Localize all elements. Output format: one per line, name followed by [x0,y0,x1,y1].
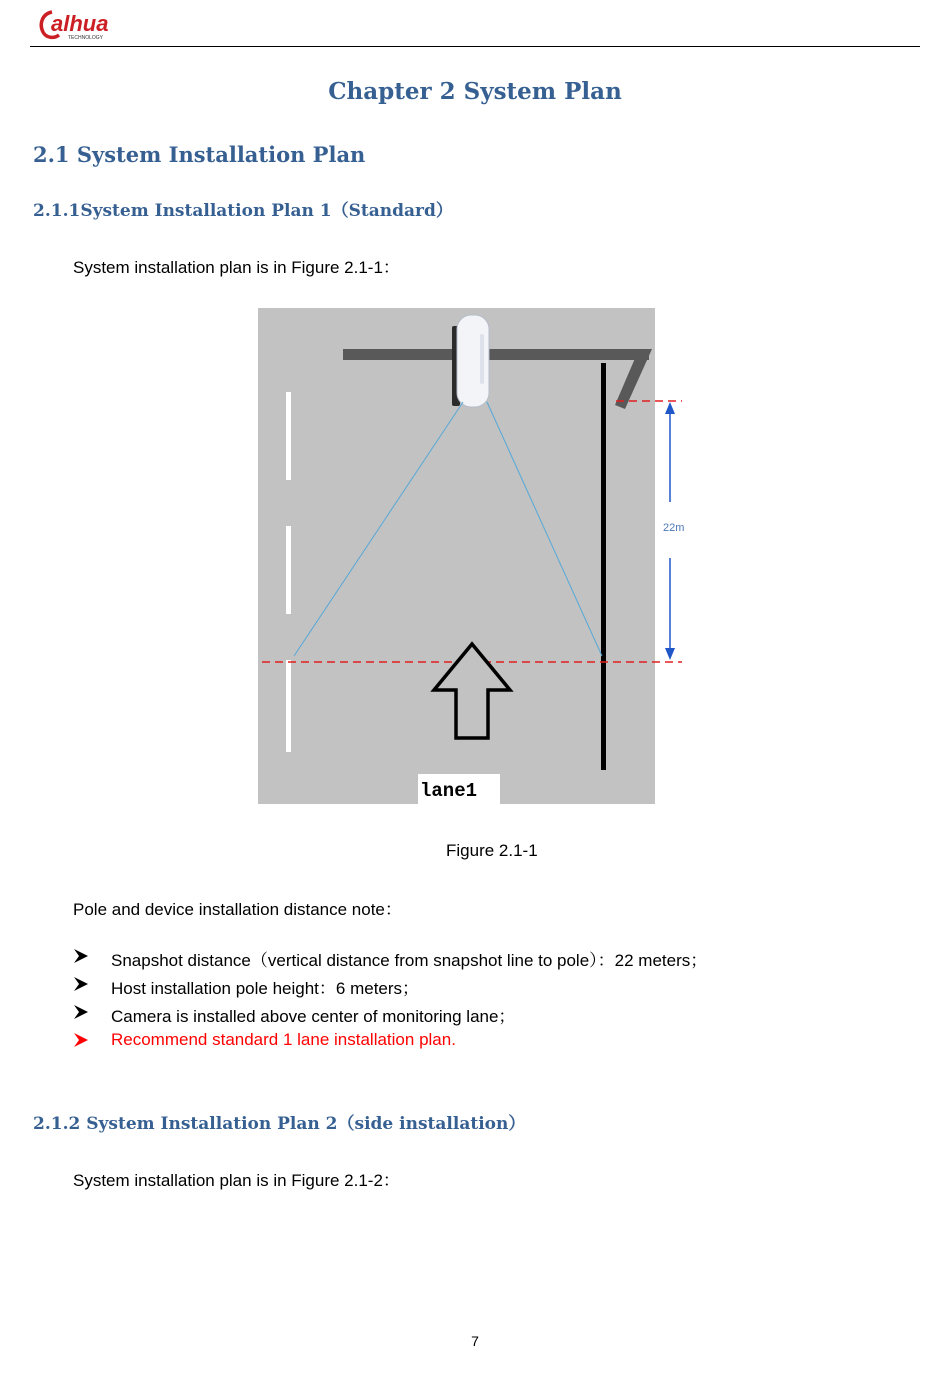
figure-caption: Figure 2.1-1 [446,841,538,860]
gantry-arm [343,349,649,360]
dahua-logo [38,8,148,42]
camera-icon [452,315,489,407]
pole [601,363,606,770]
distance-arrowhead-up [665,402,675,414]
installation-diagram [256,306,696,806]
figure-intro-1: System installation plan is in Figure 2.1-1： [73,258,400,277]
bullet-arrow-icon [73,976,89,992]
subsection-1-title: 2.1.1System Installation Plan 1（Standard） [33,201,453,221]
lane-label: lane1 [420,780,478,802]
lane-dash [286,526,291,614]
header-rule [30,46,920,47]
subsection-2-title: 2.1.2 System Installation Plan 2（side installation） [33,1114,526,1134]
bullet-arrow-icon [73,1004,89,1020]
figure-intro-2: System installation plan is in Figure 2.1-2： [73,1171,400,1190]
chapter-title: Chapter 2 System Plan [328,78,622,105]
svg-text:TECHNOLOGY: TECHNOLOGY [68,35,104,41]
lane-dash [286,392,291,480]
distance-label: 22m [663,522,685,534]
bullet-arrow-icon [73,1032,89,1048]
distance-arrowhead-down [665,648,675,660]
svg-text:alhua: alhua [51,11,109,36]
note-title: Pole and device installation distance note： [73,900,402,919]
section-title: 2.1 System Installation Plan [33,142,366,167]
lane-dash [286,660,291,752]
page-number: 7 [471,1333,479,1349]
bullet-arrow-icon [73,948,89,964]
